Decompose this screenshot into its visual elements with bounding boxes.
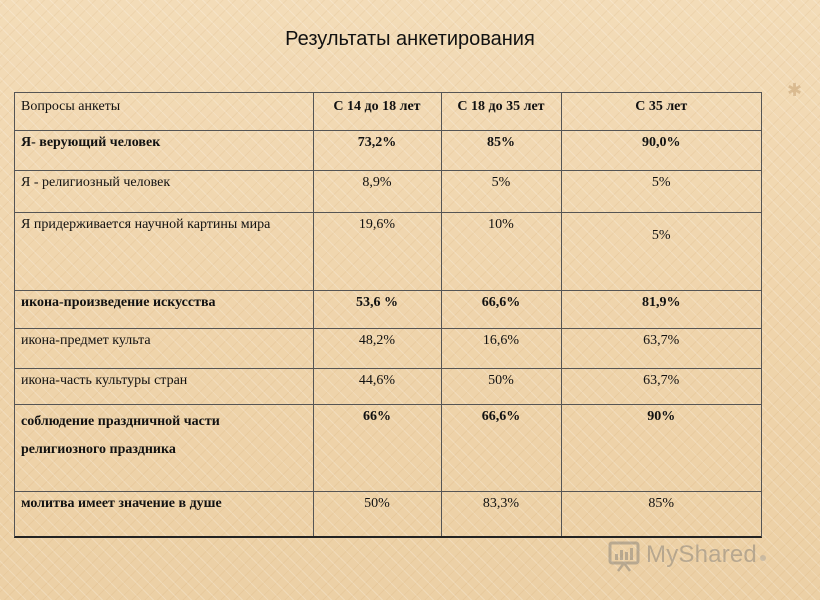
value-cell: 63,7% — [561, 368, 761, 404]
value-cell: 73,2% — [313, 130, 441, 171]
value-cell: 85% — [441, 130, 561, 171]
table-row — [15, 212, 761, 290]
table-row — [15, 368, 761, 404]
table-row — [15, 329, 761, 369]
value-cell: 5% — [561, 171, 761, 213]
slide-title: Результаты анкетирования — [285, 28, 535, 50]
value-cell: 83,3% — [441, 491, 561, 536]
question-cell: икона-произведение искусства — [15, 290, 313, 329]
value-cell: 66% — [313, 404, 441, 491]
value-cell: 90,0% — [561, 130, 761, 171]
header-age-14-18: С 14 до 18 лет — [313, 93, 441, 130]
value-cell: 5% — [561, 212, 761, 290]
watermark — [606, 536, 776, 574]
table-row — [15, 404, 761, 491]
value-cell: 10% — [441, 212, 561, 290]
value-cell: 50% — [441, 368, 561, 404]
presentation-board-icon — [606, 537, 642, 573]
header-age-18-35: С 18 до 35 лет — [441, 93, 561, 130]
value-cell: 81,9% — [561, 290, 761, 329]
value-cell: 50% — [313, 491, 441, 536]
table-row — [15, 130, 761, 171]
question-cell: Я придерживается научной картины мира — [15, 212, 313, 290]
value-cell: 85% — [648, 495, 675, 511]
value-cell: 44,6% — [313, 368, 441, 404]
watermark-text — [646, 541, 757, 569]
value-cell: 19,6% — [313, 212, 441, 290]
watermark-dot — [760, 555, 766, 561]
star-decoration-icon: ✱ — [787, 80, 803, 100]
table-row — [15, 491, 761, 536]
value-cell: 48,2% — [313, 329, 441, 369]
header-questions: Вопросы анкеты — [15, 93, 313, 130]
table-header-row — [15, 93, 761, 130]
question-cell: молитва имеет значение в душе — [15, 491, 313, 536]
question-cell: икона-часть культуры стран — [15, 368, 313, 404]
question-cell: Я - религиозный человек — [15, 171, 313, 213]
value-cell: 8,9% — [313, 171, 441, 213]
table-row — [15, 171, 761, 213]
watermark-label: MyShared — [646, 541, 757, 568]
question-cell: соблюдение праздничной части религиозного праздника — [15, 404, 313, 491]
value-cell: 63,7% — [561, 329, 761, 369]
table-row — [15, 290, 761, 329]
value-cell: 5% — [441, 171, 561, 213]
value-cell: 53,6 % — [313, 290, 441, 329]
question-cell: Я- верующий человек — [15, 130, 313, 171]
value-cell: 66,6% — [441, 290, 561, 329]
value-cell: 66,6% — [441, 404, 561, 491]
survey-results-table — [15, 93, 761, 536]
value-cell: 90% — [561, 404, 761, 491]
value-cell: 16,6% — [441, 329, 561, 369]
header-age-35-plus: С 35 лет — [561, 93, 761, 130]
question-cell: икона-предмет культа — [15, 329, 313, 369]
survey-table-container — [14, 92, 762, 538]
